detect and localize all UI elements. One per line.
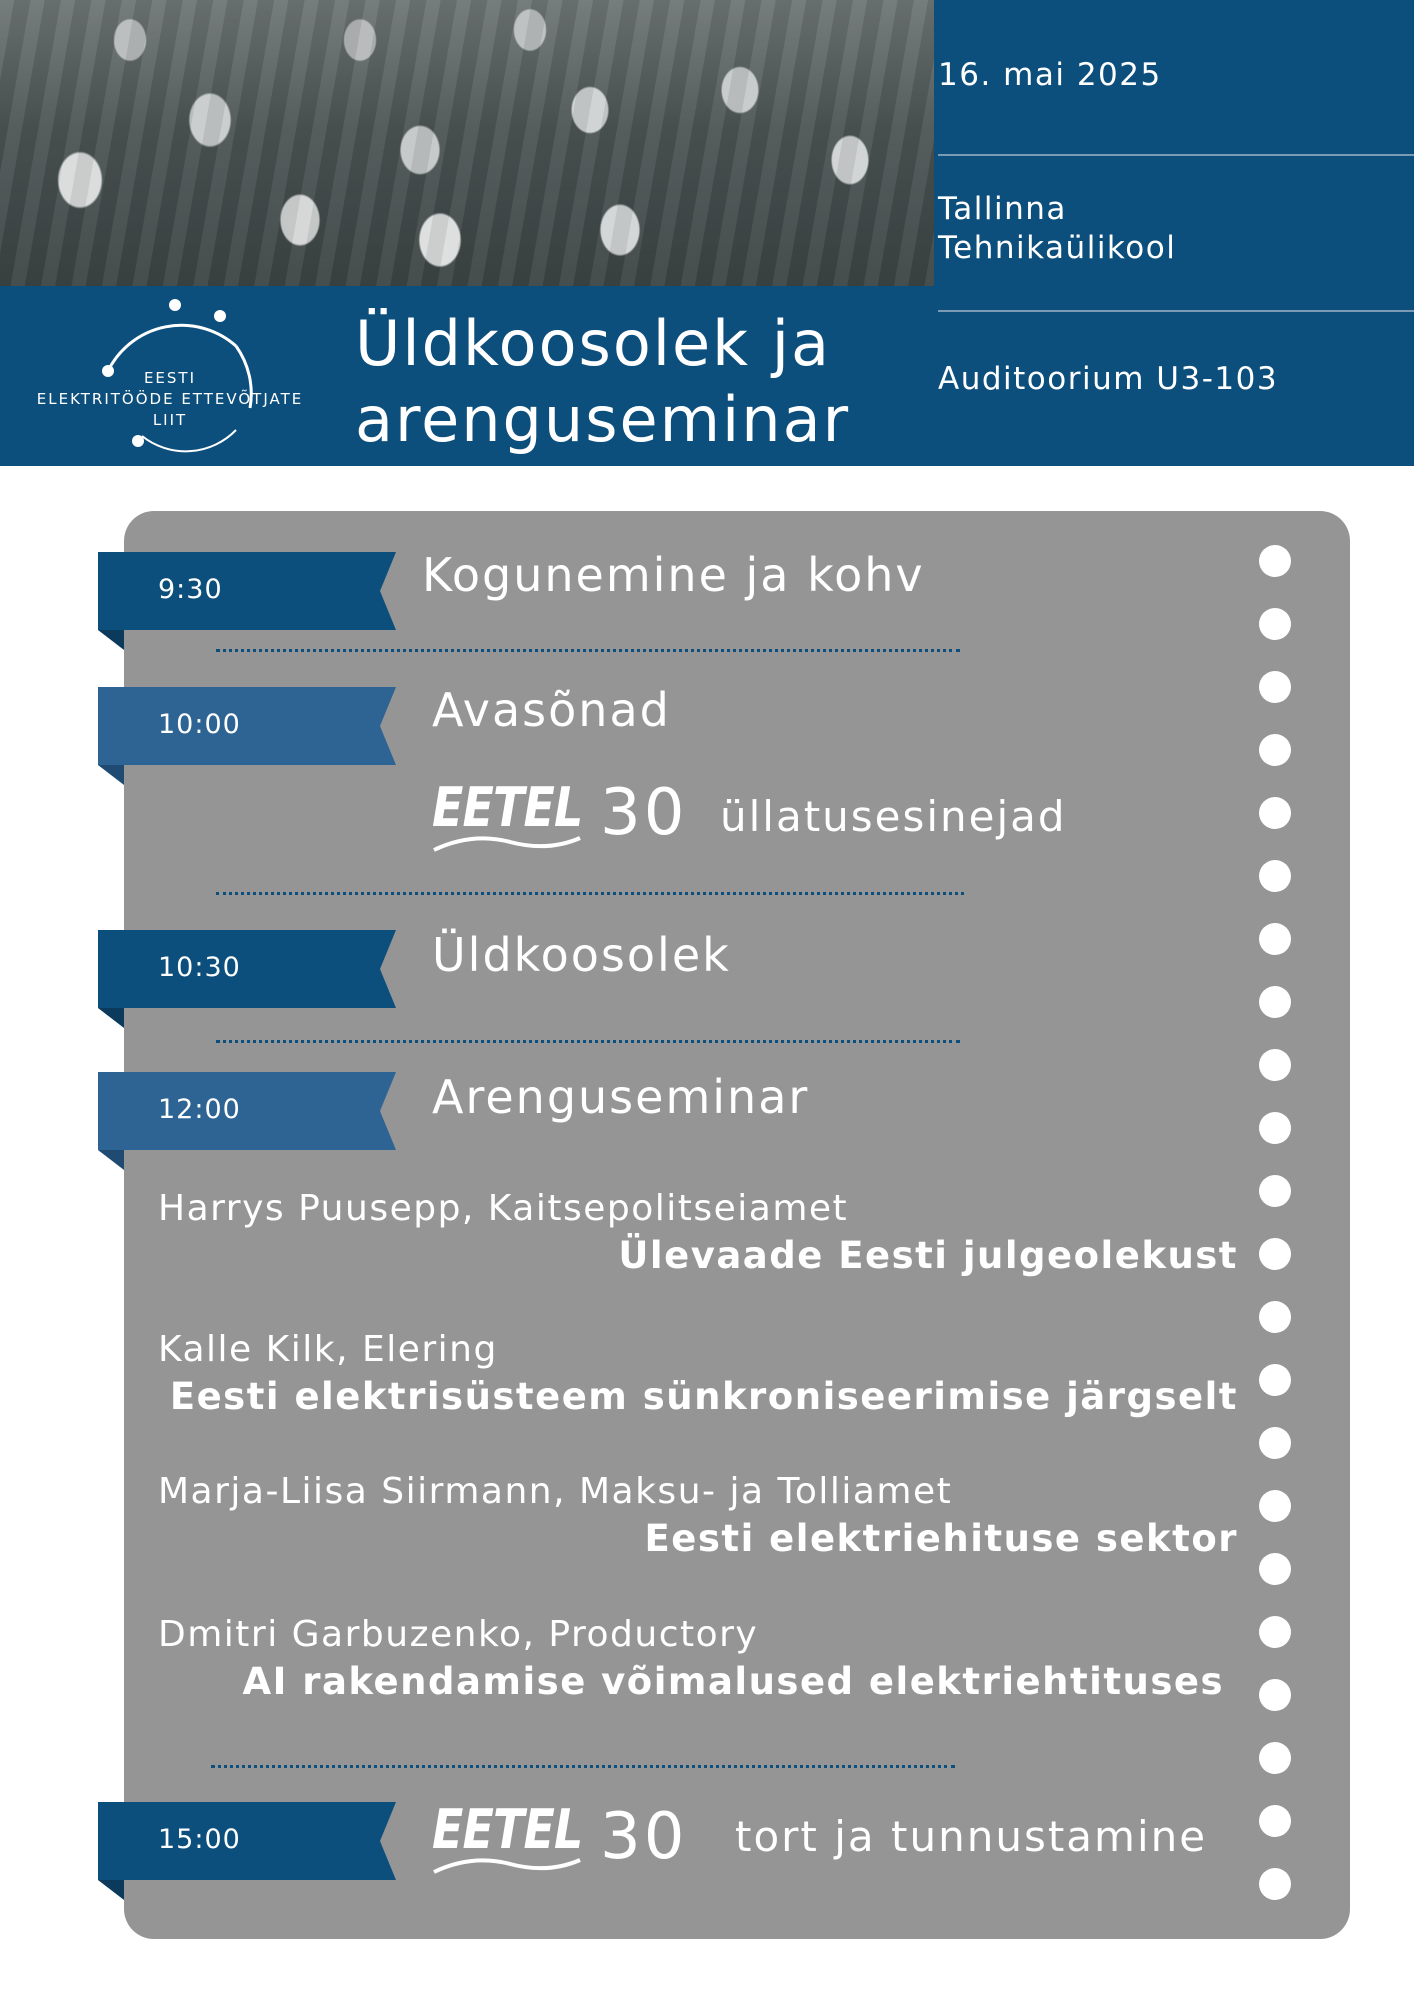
event-info-column: [934, 0, 1414, 466]
ring-hole: [1259, 734, 1291, 766]
ribbon-icon: [98, 552, 396, 650]
page-title: [355, 306, 850, 458]
ribbon-icon: [98, 687, 396, 785]
talk-topic: Ülevaade Eesti julgeolekust: [618, 1234, 1238, 1277]
ring-hole: [1259, 1616, 1291, 1648]
event-room: Auditoorium U3-103: [938, 361, 1279, 397]
time-label: 15:00: [158, 1824, 241, 1855]
time-label: 10:00: [158, 709, 241, 740]
talk-speaker: Kalle Kilk, Elering: [158, 1329, 498, 1370]
agenda-item-title: Arenguseminar: [432, 1070, 810, 1124]
time-tag: [98, 930, 396, 1008]
logo-line2: ELEKTRITÖÖDE ETTEVÕTJATE: [36, 390, 304, 408]
info-divider: [938, 310, 1414, 312]
talk-speaker: Harrys Puusepp, Kaitsepolitseiamet: [158, 1188, 849, 1229]
ring-hole: [1259, 1112, 1291, 1144]
ring-hole: [1259, 1049, 1291, 1081]
agenda-item-title: Üldkoosolek: [432, 928, 731, 982]
ring-hole: [1259, 1175, 1291, 1207]
time-tag: [98, 687, 396, 765]
ring-hole: [1259, 860, 1291, 892]
eetel-brand: [432, 778, 582, 858]
venue-line1: Tallinna: [938, 191, 1067, 227]
ring-hole: [1259, 1427, 1291, 1459]
agenda-item-title: Kogunemine ja kohv: [422, 548, 925, 602]
eetel-number: 30: [600, 776, 688, 850]
ring-hole: [1259, 1805, 1291, 1837]
time-label: 10:30: [158, 952, 241, 983]
eetel-number: 30: [600, 1800, 688, 1874]
ring-hole: [1259, 986, 1291, 1018]
info-divider: [938, 154, 1414, 156]
title-line2: arenguseminar: [355, 383, 851, 456]
logo-line3: LIIT: [152, 411, 188, 429]
ring-hole: [1259, 545, 1291, 577]
eetel-brand: [432, 1800, 582, 1880]
time-tag: [98, 552, 396, 630]
swoosh-icon: [432, 1852, 582, 1876]
talk-topic: Eesti elektrisüsteem sünkroniseerimise järgselt: [169, 1375, 1238, 1418]
talk-topic: Eesti elektriehituse sektor: [644, 1517, 1238, 1560]
venue-line2: Tehnikaülikool: [938, 230, 1177, 266]
eetel-wordmark: EETEL: [432, 776, 583, 839]
ribbon-icon: [98, 1802, 396, 1900]
eetel-logo: [0, 286, 340, 466]
time-tag: [98, 1802, 396, 1880]
event-header: [0, 0, 1414, 466]
ring-hole: [1259, 1679, 1291, 1711]
ribbon-icon: [98, 930, 396, 1028]
ring-hole: [1259, 1238, 1291, 1270]
ring-hole: [1259, 1868, 1291, 1900]
time-label: 12:00: [158, 1094, 241, 1125]
time-label: 9:30: [158, 574, 223, 605]
time-tag: [98, 1072, 396, 1150]
swoosh-icon: [432, 830, 582, 854]
dotted-divider: [216, 1040, 960, 1043]
ring-hole: [1259, 1742, 1291, 1774]
logo-line1: EESTI: [143, 369, 197, 387]
audience-photo: [0, 0, 934, 286]
ring-hole: [1259, 1553, 1291, 1585]
talk-speaker: Marja-Liisa Siirmann, Maksu- ja Tolliamet: [158, 1471, 953, 1512]
event-date: 16. mai 2025: [938, 57, 1162, 93]
talk-speaker: Dmitri Garbuzenko, Productory: [158, 1614, 759, 1655]
ring-hole: [1259, 923, 1291, 955]
agenda-item-subtitle: üllatusesinejad: [720, 792, 1067, 841]
event-venue: [938, 190, 1414, 268]
dotted-divider: [211, 1765, 955, 1768]
dotted-divider: [216, 649, 960, 652]
ring-hole: [1259, 1364, 1291, 1396]
title-line1: Üldkoosolek ja: [355, 307, 831, 380]
ring-hole: [1259, 1301, 1291, 1333]
ribbon-icon: [98, 1072, 396, 1170]
talk-topic: AI rakendamise võimalused elektriehtituses: [242, 1660, 1224, 1703]
ring-hole: [1259, 797, 1291, 829]
dotted-divider: [216, 892, 964, 895]
ring-hole: [1259, 671, 1291, 703]
agenda-item-title: tort ja tunnustamine: [735, 1812, 1208, 1861]
agenda-item-title: Avasõnad: [432, 683, 671, 737]
ring-hole: [1259, 1490, 1291, 1522]
ring-hole: [1259, 608, 1291, 640]
eetel-wordmark: EETEL: [432, 1798, 583, 1861]
